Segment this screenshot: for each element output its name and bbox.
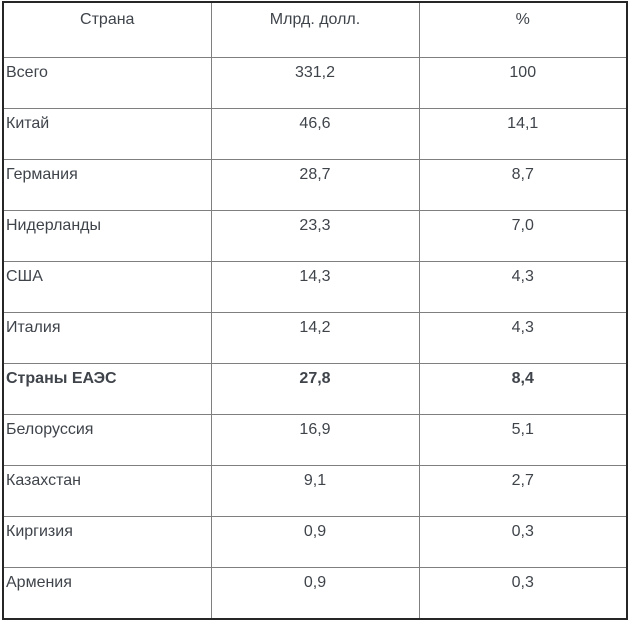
header-row	[3, 2, 627, 58]
table-row	[3, 262, 627, 313]
table-row	[3, 313, 627, 364]
cell-billions-usd: 331,2	[211, 58, 419, 109]
cell-percent: 0,3	[419, 568, 627, 620]
cell-percent: 0,3	[419, 517, 627, 568]
cell-billions-usd: 9,1	[211, 466, 419, 517]
table-header	[3, 2, 627, 58]
cell-billions-usd: 0,9	[211, 517, 419, 568]
table-row	[3, 415, 627, 466]
table-row	[3, 58, 627, 109]
cell-percent: 8,7	[419, 160, 627, 211]
cell-billions-usd: 46,6	[211, 109, 419, 160]
cell-country: Казахстан	[3, 466, 211, 517]
cell-country: Всего	[3, 58, 211, 109]
cell-percent: 14,1	[419, 109, 627, 160]
cell-billions-usd: 28,7	[211, 160, 419, 211]
table-row	[3, 109, 627, 160]
header-percent: %	[419, 2, 627, 58]
table-row	[3, 211, 627, 262]
cell-country: Страны ЕАЭС	[3, 364, 211, 415]
country-trade-table	[2, 1, 628, 620]
cell-billions-usd: 27,8	[211, 364, 419, 415]
header-country: Страна	[3, 2, 211, 58]
table-body	[3, 58, 627, 620]
cell-billions-usd: 0,9	[211, 568, 419, 620]
cell-country: Германия	[3, 160, 211, 211]
cell-country: Китай	[3, 109, 211, 160]
cell-percent: 7,0	[419, 211, 627, 262]
cell-country: Армения	[3, 568, 211, 620]
table-row	[3, 568, 627, 620]
table-row-eaeu-total	[3, 364, 627, 415]
cell-percent: 100	[419, 58, 627, 109]
cell-billions-usd: 14,3	[211, 262, 419, 313]
table-row	[3, 160, 627, 211]
cell-country: США	[3, 262, 211, 313]
cell-country: Киргизия	[3, 517, 211, 568]
cell-percent: 4,3	[419, 262, 627, 313]
cell-country: Италия	[3, 313, 211, 364]
cell-country: Белоруссия	[3, 415, 211, 466]
cell-billions-usd: 23,3	[211, 211, 419, 262]
cell-percent: 8,4	[419, 364, 627, 415]
table-row	[3, 517, 627, 568]
cell-percent: 4,3	[419, 313, 627, 364]
cell-percent: 2,7	[419, 466, 627, 517]
table-row	[3, 466, 627, 517]
cell-billions-usd: 14,2	[211, 313, 419, 364]
cell-country: Нидерланды	[3, 211, 211, 262]
cell-percent: 5,1	[419, 415, 627, 466]
cell-billions-usd: 16,9	[211, 415, 419, 466]
header-billions-usd: Млрд. долл.	[211, 2, 419, 58]
